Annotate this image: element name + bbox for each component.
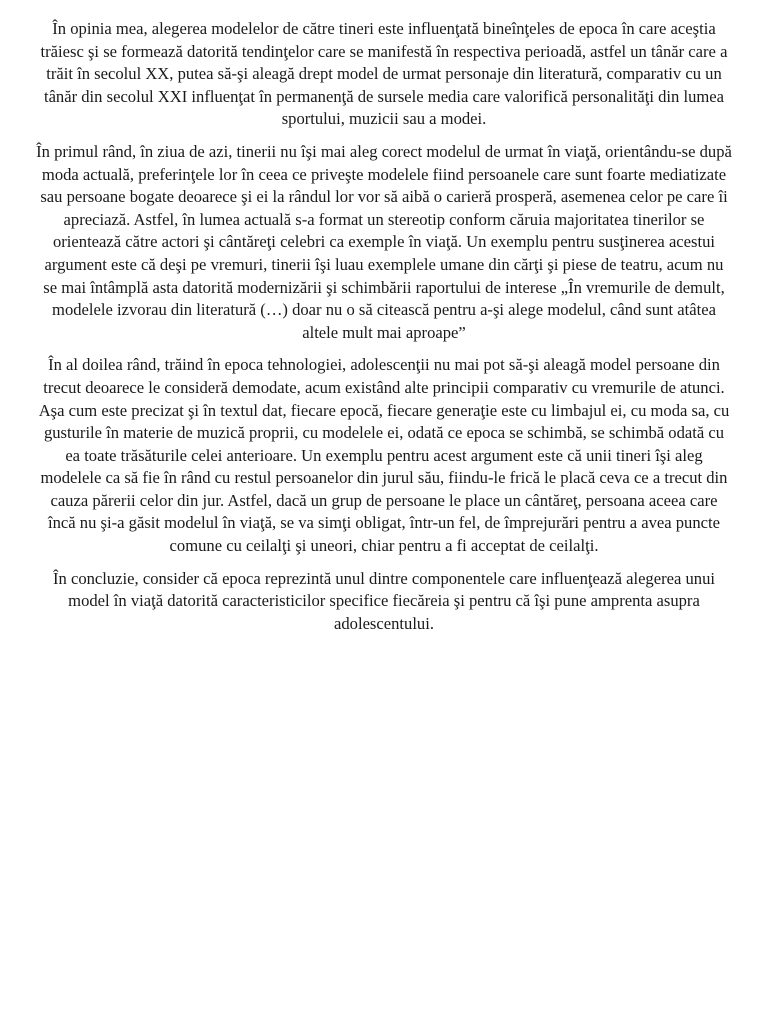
paragraph-conclusion-text: În concluzie, consider că epoca reprezintă unul dintre componentele care influenţează alegerea unui model în viaţă datorită caracteristicilor specifice fiecăreia şi pentru că îşi pune amprenta asupra adolescentului. (52, 568, 716, 633)
paragraph-second-argument-text: În al doilea rând, trăind în epoca tehnologiei, adolescenţii nu mai pot să-şi aleagă model persoane din trecut deoarece le consideră demodate, acum existând alte principii comparativ cu vremurile de atunci. Aşa cum este precizat şi în textul dat, fiecare epocă, fiecare generaţie este cu limbajul ei, cu moda sa, cu gusturile în materie de muzică proprii, cu modelele ei, odată ce epoca se schimbă, se schimbă odată cu ea toate trăsăturile celei anterioare. Un exemplu pentru acest argument este că unii tineri îşi aleg modelele ca să fie în rând cu restul persoanelor din jurul său, fiindu-le frică le placă ceva ce a trecut din cauza părerii celor din jur. Astfel, dacă un grup de persoane le place un cântăreţ, persoana aceea care încă nu şi-a găsit modelul în viaţă, se va simţi obligat, într-un fel, de împrejurări pentru a avea puncte comune cu ceilalţi şi uneori, chiar pentru a fi acceptat de ceilalţi. (38, 355, 730, 556)
document-body (36, 18, 732, 645)
paragraph-first-argument-text: În primul rând, în ziua de azi, tinerii nu îşi mai aleg corect modelul de urmat în viaţă, orientându-se după moda actuală, preferinţele lor în ceea ce priveşte modelele fiind persoanele care sunt foarte mediatizate sau persoane bogate deoarece şi ei la rândul lor vor să aibă o carieră prosperă, asemenea celor pe care îi apreciază. Astfel, în lumea actuală s-a format un stereotip conform căruia majoritatea tinerilor se orientează către actori şi cântăreţi celebri ca exemple în viaţă. Un exemplu pentru susţinerea acestui argument este că deşi pe vremuri, tinerii îşi luau exemplele umane din cărţi şi piese de teatru, acum nu se mai întâmplă asta datorită modernizării şi schimbării raportului de interese „În vremurile de demult, modelele izvorau din literatură (…) doar nu o să citească pentru a-şi alege modelul, când sunt atâtea altele mult mai aproape” (36, 141, 732, 342)
paragraph-intro-text: În opinia mea, alegerea modelelor de către tineri este influenţată bineînţeles de epoca în care aceştia trăiesc şi se formează datorită tendinţelor care se manifestă în respectiva perioadă, astfel un tânăr care a trăit în secolul XX, putea să-şi aleagă drept model de urmat personaje din literatură, comparativ cu un tânăr din secolul XXI influenţat în permanenţă de sursele media care valorifică personalităţi din lumea sportului, muzicii sau a modei. (40, 19, 728, 129)
paragraph-first-argument (36, 141, 732, 344)
paragraph-second-argument (36, 354, 732, 557)
paragraph-intro (36, 18, 732, 131)
paragraph-conclusion (36, 568, 732, 636)
